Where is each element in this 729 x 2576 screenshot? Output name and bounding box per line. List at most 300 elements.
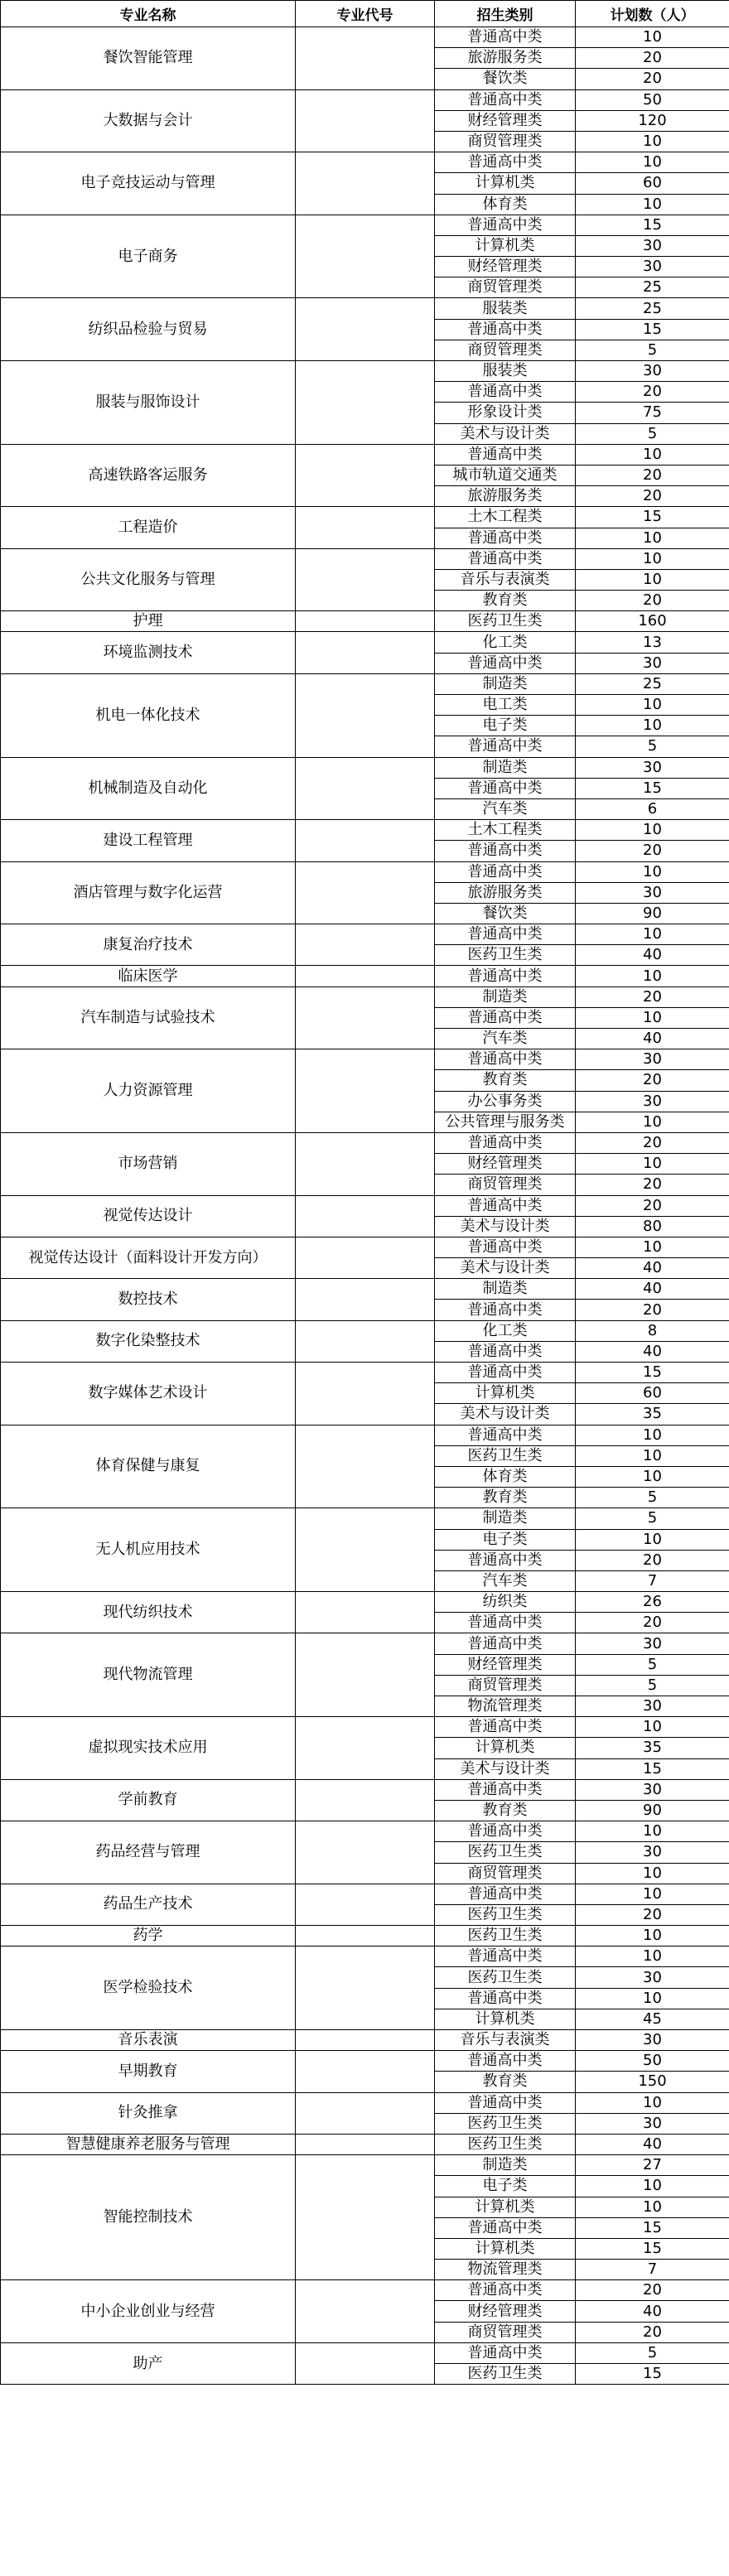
table-row [1, 152, 729, 173]
enrollment-category-cell: 医药卫生类 [435, 2364, 576, 2385]
major-name-cell: 虚拟现实技术应用 [1, 1717, 296, 1780]
plan-count-cell: 30 [576, 257, 729, 277]
plan-count-cell: 20 [576, 69, 729, 89]
major-name-cell: 中小企业创业与经营 [1, 2280, 296, 2343]
major-code-cell [296, 924, 435, 966]
plan-count-cell: 20 [576, 486, 729, 507]
plan-count-cell: 15 [576, 1363, 729, 1383]
enrollment-category-cell: 医药卫生类 [435, 2134, 576, 2154]
major-name-cell: 人力资源管理 [1, 1049, 296, 1133]
plan-count-cell: 7 [576, 2260, 729, 2280]
enrollment-category-cell: 普通高中类 [435, 548, 576, 569]
table-header [1, 1, 729, 27]
table-row [1, 1592, 729, 1613]
major-name-cell: 环境监测技术 [1, 632, 296, 673]
table-row [1, 1320, 729, 1341]
plan-count-cell: 25 [576, 673, 729, 694]
header-major-code: 专业代号 [296, 1, 435, 27]
table-row [1, 548, 729, 569]
enrollment-category-cell: 普通高中类 [435, 1425, 576, 1445]
plan-count-cell: 20 [576, 48, 729, 69]
enrollment-category-cell: 教育类 [435, 1800, 576, 1821]
plan-count-cell: 40 [576, 1029, 729, 1049]
major-code-cell [296, 1592, 435, 1633]
major-code-cell [296, 2051, 435, 2092]
enrollment-category-cell: 商贸管理类 [435, 1675, 576, 1696]
plan-count-cell: 30 [576, 2113, 729, 2134]
major-code-cell [296, 1946, 435, 2030]
major-name-cell: 现代纺织技术 [1, 1592, 296, 1633]
major-code-cell [296, 757, 435, 820]
enrollment-category-cell: 制造类 [435, 1279, 576, 1300]
enrollment-category-cell: 普通高中类 [435, 778, 576, 798]
plan-count-cell: 5 [576, 340, 729, 360]
enrollment-category-cell: 普通高中类 [435, 1779, 576, 1800]
enrollment-category-cell: 商贸管理类 [435, 277, 576, 298]
plan-count-cell: 5 [576, 1675, 729, 1696]
plan-count-cell: 30 [576, 653, 729, 673]
plan-count-cell: 10 [576, 1237, 729, 1257]
plan-count-cell: 10 [576, 1926, 729, 1946]
enrollment-category-cell: 普通高中类 [435, 1341, 576, 1362]
table-row [1, 1508, 729, 1529]
enrollment-category-cell: 土木工程类 [435, 820, 576, 841]
table-row [1, 1049, 729, 1070]
plan-count-cell: 50 [576, 89, 729, 110]
major-name-cell: 数控技术 [1, 1279, 296, 1320]
plan-count-cell: 10 [576, 152, 729, 173]
plan-count-cell: 20 [576, 1070, 729, 1091]
plan-count-cell: 10 [576, 820, 729, 841]
enrollment-category-cell: 医药卫生类 [435, 1926, 576, 1946]
table-row [1, 924, 729, 945]
enrollment-category-cell: 汽车类 [435, 1570, 576, 1591]
enrollment-category-cell: 财经管理类 [435, 110, 576, 131]
plan-count-cell: 5 [576, 1508, 729, 1529]
plan-count-cell: 26 [576, 1592, 729, 1613]
table-row [1, 1926, 729, 1946]
plan-count-cell: 15 [576, 319, 729, 340]
plan-count-cell: 30 [576, 361, 729, 382]
plan-count-cell: 30 [576, 2030, 729, 2051]
plan-count-cell: 20 [576, 841, 729, 861]
major-name-cell: 智能控制技术 [1, 2155, 296, 2280]
table-row [1, 1821, 729, 1842]
plan-count-cell: 30 [576, 1049, 729, 1070]
plan-count-cell: 10 [576, 528, 729, 548]
plan-count-cell: 90 [576, 903, 729, 924]
plan-count-cell: 5 [576, 1488, 729, 1508]
plan-count-cell: 10 [576, 966, 729, 987]
plan-count-cell: 20 [576, 1300, 729, 1320]
table-body [1, 27, 729, 2385]
enrollment-category-cell: 化工类 [435, 632, 576, 653]
major-code-cell [296, 1049, 435, 1133]
major-code-cell [296, 966, 435, 987]
plan-count-cell: 10 [576, 27, 729, 48]
major-name-cell: 数字媒体艺术设计 [1, 1363, 296, 1425]
table-row [1, 757, 729, 778]
major-name-cell: 服装与服饰设计 [1, 361, 296, 445]
plan-count-cell: 10 [576, 1863, 729, 1884]
enrollment-category-cell: 美术与设计类 [435, 423, 576, 444]
enrollment-category-cell: 物流管理类 [435, 2260, 576, 2280]
enrollment-category-cell: 医药卫生类 [435, 611, 576, 632]
enrollment-category-cell: 城市轨道交通类 [435, 465, 576, 485]
plan-count-cell: 120 [576, 110, 729, 131]
major-code-cell [296, 1237, 435, 1278]
major-name-cell: 数字化染整技术 [1, 1320, 296, 1362]
enrollment-category-cell: 教育类 [435, 591, 576, 611]
table-row [1, 1279, 729, 1300]
enrollment-category-cell: 美术与设计类 [435, 1758, 576, 1779]
enrollment-category-cell: 教育类 [435, 1070, 576, 1091]
table-row [1, 861, 729, 882]
major-code-cell [296, 1926, 435, 1946]
enrollment-category-cell: 普通高中类 [435, 841, 576, 861]
enrollment-category-cell: 计算机类 [435, 173, 576, 194]
major-name-cell: 早期教育 [1, 2051, 296, 2092]
major-code-cell [296, 507, 435, 548]
table-row [1, 611, 729, 632]
plan-count-cell: 40 [576, 1258, 729, 1279]
plan-count-cell: 15 [576, 2238, 729, 2259]
table-row [1, 2030, 729, 2051]
table-row [1, 2134, 729, 2154]
plan-count-cell: 10 [576, 1445, 729, 1466]
table-row [1, 361, 729, 382]
table-row [1, 966, 729, 987]
plan-count-cell: 10 [576, 1988, 729, 2009]
plan-count-cell: 5 [576, 423, 729, 444]
plan-count-cell: 15 [576, 2364, 729, 2385]
plan-count-cell: 40 [576, 2134, 729, 2154]
major-code-cell [296, 1279, 435, 1320]
enrollment-category-cell: 普通高中类 [435, 924, 576, 945]
header-plan-count: 计划数（人） [576, 1, 729, 27]
enrollment-category-cell: 普通高中类 [435, 215, 576, 235]
plan-count-cell: 10 [576, 569, 729, 590]
header-major-name: 专业名称 [1, 1, 296, 27]
major-code-cell [296, 2280, 435, 2343]
major-name-cell: 现代物流管理 [1, 1633, 296, 1717]
plan-count-cell: 10 [576, 1112, 729, 1132]
major-code-cell [296, 1195, 435, 1237]
enrollment-category-cell: 普通高中类 [435, 1613, 576, 1633]
major-name-cell: 餐饮智能管理 [1, 27, 296, 90]
major-name-cell: 高速铁路客运服务 [1, 444, 296, 507]
plan-count-cell: 160 [576, 611, 729, 632]
enrollment-category-cell: 普通高中类 [435, 966, 576, 987]
enrollment-category-cell: 商贸管理类 [435, 340, 576, 360]
enrollment-category-cell: 财经管理类 [435, 2301, 576, 2322]
plan-count-cell: 10 [576, 2092, 729, 2113]
enrollment-category-cell: 普通高中类 [435, 1821, 576, 1842]
enrollment-category-cell: 普通高中类 [435, 2092, 576, 2113]
plan-count-cell: 60 [576, 1383, 729, 1404]
table-row [1, 2280, 729, 2301]
major-name-cell: 汽车制造与试验技术 [1, 987, 296, 1049]
enrollment-category-cell: 普通高中类 [435, 2051, 576, 2072]
plan-count-cell: 20 [576, 1613, 729, 1633]
major-name-cell: 工程造价 [1, 507, 296, 548]
major-name-cell: 医学检验技术 [1, 1946, 296, 2030]
major-name-cell: 音乐表演 [1, 2030, 296, 2051]
major-name-cell: 体育保健与康复 [1, 1425, 296, 1508]
major-name-cell: 机械制造及自动化 [1, 757, 296, 820]
enrollment-category-cell: 商贸管理类 [435, 1175, 576, 1195]
enrollment-category-cell: 普通高中类 [435, 1049, 576, 1070]
table-row [1, 673, 729, 694]
enrollment-category-cell: 普通高中类 [435, 444, 576, 465]
major-code-cell [296, 361, 435, 445]
enrollment-category-cell: 音乐与表演类 [435, 569, 576, 590]
plan-count-cell: 10 [576, 2197, 729, 2217]
table-row [1, 2342, 729, 2363]
major-code-cell [296, 1633, 435, 1717]
major-code-cell [296, 2092, 435, 2134]
enrollment-category-cell: 普通高中类 [435, 1946, 576, 1967]
table-row [1, 1363, 729, 1383]
table-row [1, 1195, 729, 1216]
major-code-cell [296, 1363, 435, 1425]
table-row [1, 27, 729, 48]
plan-count-cell: 30 [576, 757, 729, 778]
plan-count-cell: 15 [576, 778, 729, 798]
plan-count-cell: 30 [576, 1842, 729, 1863]
major-name-cell: 大数据与会计 [1, 89, 296, 152]
enrollment-category-cell: 商贸管理类 [435, 131, 576, 152]
enrollment-category-cell: 普通高中类 [435, 152, 576, 173]
table-row [1, 298, 729, 319]
plan-count-cell: 10 [576, 2176, 729, 2197]
enrollment-category-cell: 普通高中类 [435, 1884, 576, 1904]
table-row [1, 1633, 729, 1654]
enrollment-category-cell: 美术与设计类 [435, 1258, 576, 1279]
enrollment-category-cell: 旅游服务类 [435, 48, 576, 69]
table-row [1, 820, 729, 841]
major-name-cell: 针灸推拿 [1, 2092, 296, 2134]
plan-count-cell: 20 [576, 2280, 729, 2301]
table-row [1, 444, 729, 465]
plan-count-cell: 45 [576, 2009, 729, 2029]
enrollment-category-cell: 计算机类 [435, 235, 576, 256]
major-code-cell [296, 1884, 435, 1925]
plan-count-cell: 8 [576, 1320, 729, 1341]
table-row [1, 2051, 729, 2072]
plan-count-cell: 40 [576, 2301, 729, 2322]
plan-count-cell: 20 [576, 2322, 729, 2342]
enrollment-category-cell: 计算机类 [435, 2238, 576, 2259]
enrollment-category-cell: 服装类 [435, 361, 576, 382]
plan-count-cell: 13 [576, 632, 729, 653]
enrollment-category-cell: 教育类 [435, 1488, 576, 1508]
enrollment-category-cell: 教育类 [435, 2072, 576, 2092]
major-name-cell: 康复治疗技术 [1, 924, 296, 966]
major-code-cell [296, 820, 435, 861]
enrollment-category-cell: 商贸管理类 [435, 1863, 576, 1884]
major-code-cell [296, 548, 435, 611]
enrollment-category-cell: 体育类 [435, 1466, 576, 1487]
major-name-cell: 机电一体化技术 [1, 673, 296, 757]
enrollment-category-cell: 医药卫生类 [435, 1967, 576, 1988]
plan-count-cell: 10 [576, 1466, 729, 1487]
plan-count-cell: 5 [576, 2342, 729, 2363]
table-row [1, 1717, 729, 1738]
plan-count-cell: 20 [576, 1904, 729, 1925]
enrollment-category-cell: 旅游服务类 [435, 882, 576, 903]
table-row [1, 1425, 729, 1445]
major-name-cell: 临床医学 [1, 966, 296, 987]
table-row [1, 1946, 729, 1967]
enrollment-category-cell: 制造类 [435, 757, 576, 778]
major-name-cell: 药学 [1, 1926, 296, 1946]
major-code-cell [296, 2134, 435, 2154]
enrollment-category-cell: 制造类 [435, 673, 576, 694]
plan-count-cell: 35 [576, 1738, 729, 1758]
enrollment-category-cell: 形象设计类 [435, 403, 576, 423]
major-code-cell [296, 1508, 435, 1592]
enrollment-category-cell: 电子类 [435, 1529, 576, 1550]
enrollment-category-cell: 普通高中类 [435, 2342, 576, 2363]
plan-count-cell: 10 [576, 1821, 729, 1842]
major-code-cell [296, 1132, 435, 1195]
major-name-cell: 药品经营与管理 [1, 1821, 296, 1884]
major-code-cell [296, 1779, 435, 1821]
plan-count-cell: 50 [576, 2051, 729, 2072]
enrollment-category-cell: 办公事务类 [435, 1091, 576, 1112]
enrollment-category-cell: 普通高中类 [435, 1633, 576, 1654]
plan-count-cell: 30 [576, 882, 729, 903]
major-name-cell: 学前教育 [1, 1779, 296, 1821]
plan-count-cell: 10 [576, 716, 729, 736]
enrollment-category-cell: 旅游服务类 [435, 486, 576, 507]
major-code-cell [296, 2155, 435, 2280]
enrollment-category-cell: 纺织类 [435, 1592, 576, 1613]
enrollment-category-cell: 电子类 [435, 2176, 576, 2197]
major-name-cell: 护理 [1, 611, 296, 632]
enrollment-category-cell: 普通高中类 [435, 1132, 576, 1153]
enrollment-category-cell: 普通高中类 [435, 653, 576, 673]
enrollment-category-cell: 音乐与表演类 [435, 2030, 576, 2051]
enrollment-category-cell: 餐饮类 [435, 69, 576, 89]
enrollment-category-cell: 医药卫生类 [435, 945, 576, 966]
plan-count-cell: 15 [576, 215, 729, 235]
major-code-cell [296, 27, 435, 90]
plan-count-cell: 10 [576, 131, 729, 152]
plan-count-cell: 20 [576, 1195, 729, 1216]
plan-count-cell: 30 [576, 235, 729, 256]
major-name-cell: 市场营销 [1, 1132, 296, 1195]
major-name-cell: 酒店管理与数字化运营 [1, 861, 296, 924]
enrollment-category-cell: 计算机类 [435, 2009, 576, 2029]
plan-count-cell: 7 [576, 1570, 729, 1591]
plan-count-cell: 75 [576, 403, 729, 423]
major-name-cell: 建设工程管理 [1, 820, 296, 861]
plan-count-cell: 35 [576, 1404, 729, 1425]
plan-count-cell: 80 [576, 1216, 729, 1237]
enrollment-category-cell: 医药卫生类 [435, 1445, 576, 1466]
enrollment-category-cell: 医药卫生类 [435, 1842, 576, 1863]
major-code-cell [296, 1320, 435, 1362]
table-row [1, 1132, 729, 1153]
plan-count-cell: 40 [576, 1279, 729, 1300]
enrollment-category-cell: 商贸管理类 [435, 2322, 576, 2342]
plan-count-cell: 10 [576, 924, 729, 945]
plan-count-cell: 10 [576, 1154, 729, 1175]
plan-count-cell: 10 [576, 1946, 729, 1967]
major-code-cell [296, 673, 435, 757]
major-code-cell [296, 444, 435, 507]
table-row [1, 1237, 729, 1257]
plan-count-cell: 30 [576, 1633, 729, 1654]
plan-count-cell: 10 [576, 194, 729, 215]
table-row [1, 987, 729, 1007]
plan-count-cell: 10 [576, 1529, 729, 1550]
plan-count-cell: 60 [576, 173, 729, 194]
plan-count-cell: 40 [576, 1341, 729, 1362]
major-code-cell [296, 2342, 435, 2384]
plan-count-cell: 10 [576, 1884, 729, 1904]
enrollment-category-cell: 化工类 [435, 1320, 576, 1341]
enrollment-category-cell: 普通高中类 [435, 382, 576, 403]
enrollment-category-cell: 汽车类 [435, 798, 576, 819]
enrollment-category-cell: 普通高中类 [435, 861, 576, 882]
plan-count-cell: 20 [576, 591, 729, 611]
plan-count-cell: 20 [576, 1550, 729, 1570]
plan-count-cell: 150 [576, 2072, 729, 2092]
major-name-cell: 电子竞技运动与管理 [1, 152, 296, 215]
major-code-cell [296, 861, 435, 924]
major-code-cell [296, 1717, 435, 1780]
plan-count-cell: 30 [576, 1091, 729, 1112]
enrollment-category-cell: 普通高中类 [435, 736, 576, 757]
enrollment-category-cell: 公共管理与服务类 [435, 1112, 576, 1132]
plan-count-cell: 90 [576, 1800, 729, 1821]
plan-count-cell: 27 [576, 2155, 729, 2176]
plan-count-cell: 15 [576, 1758, 729, 1779]
major-name-cell: 公共文化服务与管理 [1, 548, 296, 611]
table-row [1, 2092, 729, 2113]
plan-count-cell: 20 [576, 382, 729, 403]
enrollment-category-cell: 普通高中类 [435, 2280, 576, 2301]
enrollment-category-cell: 财经管理类 [435, 1154, 576, 1175]
table-row [1, 1779, 729, 1800]
major-code-cell [296, 89, 435, 152]
enrollment-category-cell: 普通高中类 [435, 1237, 576, 1257]
enrollment-category-cell: 财经管理类 [435, 257, 576, 277]
enrollment-category-cell: 计算机类 [435, 1738, 576, 1758]
enrollment-category-cell: 普通高中类 [435, 1988, 576, 2009]
enrollment-category-cell: 计算机类 [435, 1383, 576, 1404]
plan-count-cell: 40 [576, 945, 729, 966]
enrollment-category-cell: 普通高中类 [435, 1717, 576, 1738]
enrollment-category-cell: 制造类 [435, 987, 576, 1007]
enrollment-category-cell: 体育类 [435, 194, 576, 215]
plan-count-cell: 10 [576, 1007, 729, 1028]
major-name-cell: 无人机应用技术 [1, 1508, 296, 1592]
plan-count-cell: 10 [576, 444, 729, 465]
table-row [1, 89, 729, 110]
enrollment-category-cell: 医药卫生类 [435, 2113, 576, 2134]
plan-count-cell: 25 [576, 277, 729, 298]
major-code-cell [296, 987, 435, 1049]
enrollment-category-cell: 普通高中类 [435, 319, 576, 340]
major-code-cell [296, 1821, 435, 1884]
enrollment-category-cell: 美术与设计类 [435, 1404, 576, 1425]
major-name-cell: 药品生产技术 [1, 1884, 296, 1925]
table-row [1, 2155, 729, 2176]
